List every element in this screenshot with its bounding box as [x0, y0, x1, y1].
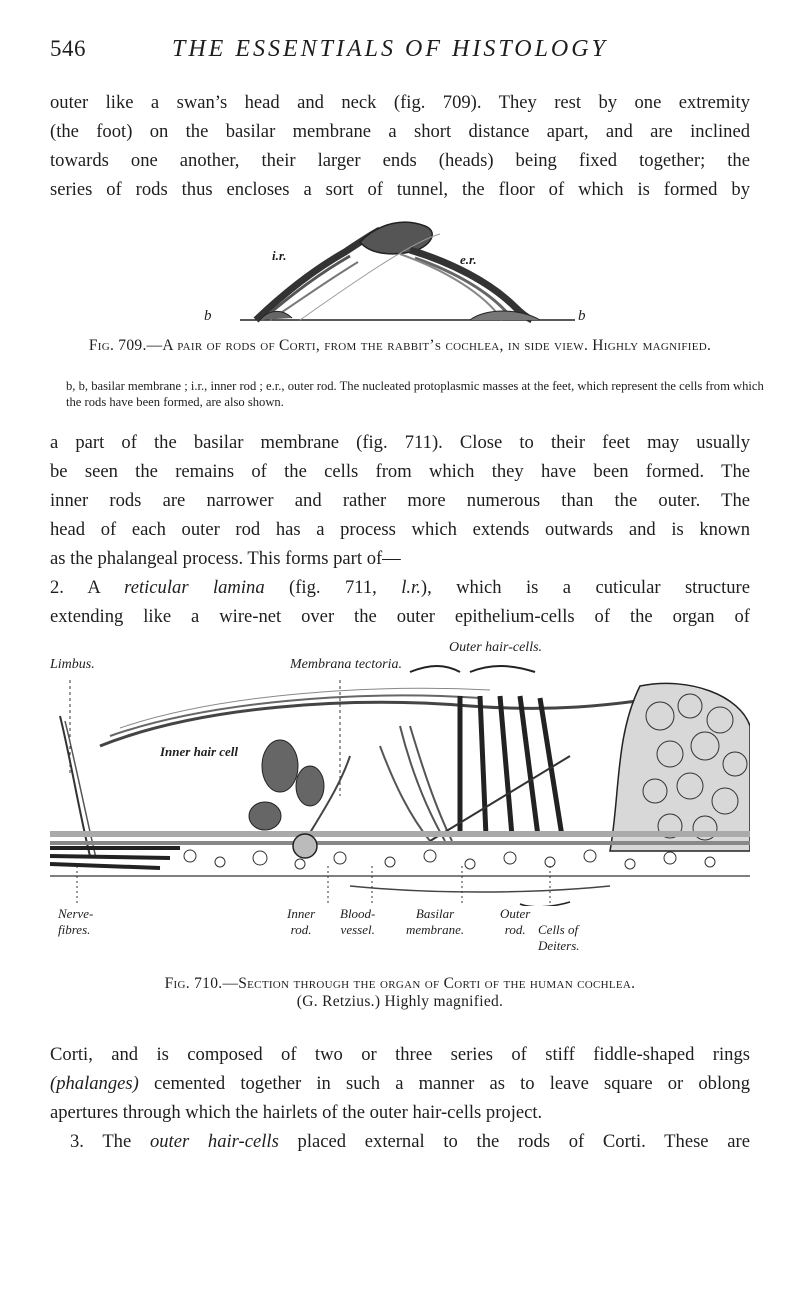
text-span: ), which is a cuticular structure — [420, 577, 750, 598]
text-line: inner rods are narrower and rather more numerous than the outer. The — [50, 490, 750, 511]
page-number: 546 — [50, 36, 86, 61]
label-line: Deiters. — [538, 938, 580, 953]
label-line: Blood- — [340, 906, 376, 921]
paragraph-1 — [50, 88, 750, 204]
text-span: (fig. 711, — [264, 577, 402, 598]
text-line — [50, 1127, 750, 1156]
term-reticular-lamina: reticular lamina — [124, 577, 265, 598]
fig710-caption-line-2: (G. Retzius.) Highly magnified. — [296, 993, 504, 1010]
paragraph-4 — [50, 1040, 750, 1156]
inner-hair-cell-label: Inner hair cell — [160, 744, 239, 759]
paragraph-3 — [50, 573, 750, 631]
fig709-caption-text: Fig. 709.—A pair of rods of Corti, from the rabbit’s cochlea, in side view. Highly magnified. — [88, 337, 712, 354]
text-line: extending like a wire-net over the outer epithelium-cells of the organ of — [50, 606, 750, 627]
label-line: rod. — [290, 922, 312, 937]
outer-rod-label: e.r. — [460, 252, 477, 267]
fig710-caption — [50, 975, 750, 1011]
running-title: THE ESSENTIALS OF HISTOLOGY — [172, 36, 608, 62]
text-line: as the phalangeal process. This forms part of— — [50, 548, 401, 569]
outer-hair-cells-label: Outer hair-cells. — [449, 640, 543, 655]
term-phalanges: (phalanges) — [50, 1073, 139, 1094]
text-line — [50, 1069, 750, 1098]
label-line: Basilar — [415, 906, 455, 921]
label-line: Outer — [500, 906, 531, 921]
text-line: (the foot) on the basilar membrane a short distance apart, and are inclined — [50, 121, 750, 142]
organ-of-corti-illustration — [50, 636, 750, 906]
text-line: outer like a swan’s head and neck (fig. 709). They rest by one extremity — [50, 92, 750, 113]
text-line: Corti, and is composed of two or three series of stiff fiddle-shaped rings — [50, 1044, 750, 1065]
term-outer-hair-cells: outer hair-cells — [149, 1131, 279, 1152]
text-line: a part of the basilar membrane (fig. 711). Close to their feet may usually — [50, 432, 750, 453]
text-line: be seen the remains of the cells from which they have been formed. The — [50, 461, 750, 482]
figure-710-bottom-labels — [50, 906, 750, 976]
rods-of-corti-illustration — [240, 212, 600, 327]
text-span: 3. The — [70, 1131, 150, 1152]
membrana-tectoria-label: Membrana tectoria. — [290, 657, 402, 672]
label-line: Nerve- — [58, 906, 94, 921]
text-line: series of rods thus encloses a sort of tunnel, the floor of which is formed by — [50, 179, 750, 200]
cells-of-deiters-label — [538, 922, 580, 954]
abbr-lr: l.r. — [401, 577, 421, 598]
fig709-note-text: b, b, basilar membrane ; i.r., inner rod ; e.r., outer rod. The nucleated protoplasmic masses at the feet, which represent the cells from which the rods have been formed, are also shown. — [66, 379, 764, 409]
basilar-label-left: b — [204, 308, 212, 324]
blood-vessel-label — [340, 906, 375, 938]
fig709-caption — [50, 337, 750, 355]
label-line: rod. — [504, 922, 526, 937]
label-line: vessel. — [340, 922, 375, 937]
limbus-label: Limbus. — [50, 657, 95, 672]
fig709-note — [50, 378, 776, 410]
label-line: Inner — [287, 906, 316, 921]
figure-710 — [50, 636, 750, 906]
text-span: cemented together in such a manner as to leave square or oblong — [138, 1073, 750, 1094]
page-header — [50, 36, 750, 66]
basilar-membrane-label — [406, 906, 464, 938]
paragraph-2 — [50, 428, 750, 573]
text-line: towards one another, their larger ends (heads) being fixed together; the — [50, 150, 750, 171]
basilar-label-right: b — [578, 308, 586, 324]
inner-rod-label — [287, 906, 315, 938]
label-line: fibres. — [58, 922, 91, 937]
label-line: membrane. — [406, 922, 465, 937]
figure-709 — [204, 212, 600, 327]
text-span: 2. A — [50, 577, 125, 598]
outer-rod-label — [500, 906, 530, 938]
text-span: placed external to the rods of Corti. These are — [278, 1131, 750, 1152]
text-line: apertures through which the hairlets of the outer hair-cells project. — [50, 1102, 543, 1123]
inner-rod-label: i.r. — [272, 248, 287, 263]
label-line: Cells of — [538, 922, 579, 937]
fig710-caption-line-1: Fig. 710.—Section through the organ of Corti of the human cochlea. — [164, 975, 636, 992]
text-line: head of each outer rod has a process which extends outwards and is known — [50, 519, 750, 540]
nerve-fibres-label — [58, 906, 93, 938]
text-line — [50, 573, 750, 602]
